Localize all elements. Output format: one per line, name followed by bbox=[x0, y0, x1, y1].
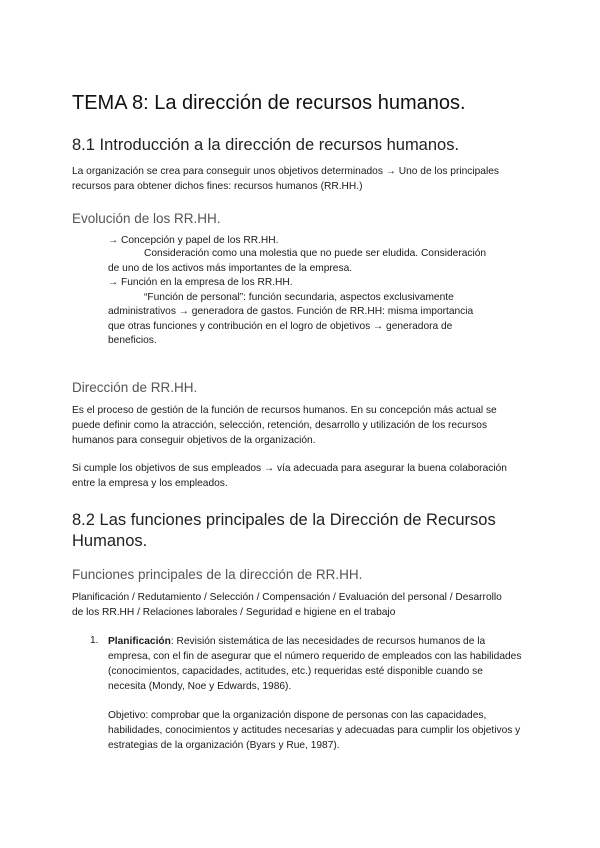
direccion-paragraph: Si cumple los objetivos de sus empleados → vía adecuada para asegurar la buena colaboración entre la empresa y los empleados. bbox=[72, 463, 507, 489]
evolucion-line: beneficios. bbox=[108, 335, 157, 346]
section-heading-8-2: 8.2 Las funciones principales de la Dirección de Recursos Humanos. bbox=[72, 511, 496, 550]
evolucion-line: Consideración como una molestia que no puede ser eludida. Consideración bbox=[144, 248, 487, 259]
list-item-number: 1. bbox=[90, 635, 99, 646]
funciones-summary: Planificación / Redutamiento / Selección / Compensación / Evaluación del personal / Desarrollo de los RR.HH / Relaciones laborales / Seguridad e higiene en el trabajo bbox=[72, 592, 502, 618]
section-heading-8-1: 8.1 Introducción a la dirección de recursos humanos. bbox=[72, 136, 460, 154]
list-item-definition: : Revisión sistemática de las necesidades de recursos humanos de la empresa, con el fin de asegurar que el número requerido de empleados con las habilidades (conocimientos, capacidades, actitudes, etc.) requeridas esté disponible cuando se necesita (Mondy, Noe y Edwards, 1986). bbox=[108, 636, 522, 692]
evolucion-line: administrativos → generadora de gastos. Función de RR.HH: misma importancia bbox=[108, 306, 474, 317]
evolucion-line: → Concepción y papel de los RR.HH. bbox=[108, 235, 279, 246]
direccion-paragraph: Es el proceso de gestión de la función de recursos humanos. En su concepción más actual se puede definir como la atracción, selección, retención, desarrollo y utilización de los recursos humanos para conseguir objetivos de la organización. bbox=[72, 405, 497, 446]
document-title: TEMA 8: La dirección de recursos humanos. bbox=[72, 92, 466, 114]
list-item-text bbox=[108, 634, 523, 694]
evolucion-line: → Función en la empresa de los RR.HH. bbox=[108, 277, 293, 288]
evolucion-line: de uno de los activos más importantes de la empresa. bbox=[108, 263, 353, 274]
subheading-funciones: Funciones principales de la dirección de RR.HH. bbox=[72, 567, 363, 582]
subheading-direccion: Dirección de RR.HH. bbox=[72, 380, 198, 395]
subheading-evolucion: Evolución de los RR.HH. bbox=[72, 211, 221, 226]
list-item-objective: Objetivo: comprobar que la organización dispone de personas con las capacidades, habilidades, conocimientos y actitudes necesarias y adecuadas para cumplir los objetivos y estrategias de la organización (Byars y Rue, 1987). bbox=[108, 710, 521, 751]
evolucion-line: que otras funciones y contribución en el logro de objetivos → generadora de bbox=[108, 321, 453, 332]
evolucion-line: “Función de personal”: función secundaria, aspectos exclusivamente bbox=[144, 292, 454, 303]
list-item-term: Planificación bbox=[108, 636, 171, 647]
intro-paragraph: La organización se crea para conseguir unos objetivos determinados → Uno de los principales recursos para obtener dichos fines: recursos humanos (RR.HH.) bbox=[72, 166, 499, 192]
